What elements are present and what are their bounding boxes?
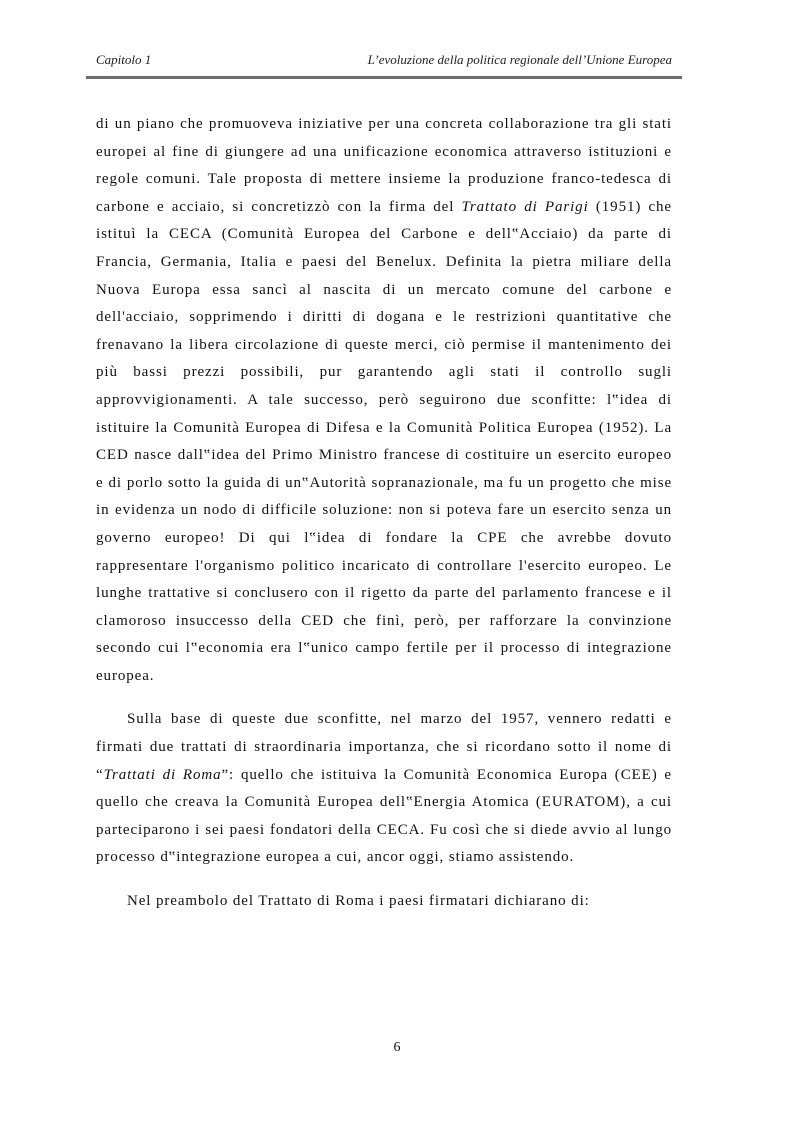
paragraph-2-italic-term: Trattati di Roma	[103, 766, 222, 783]
paragraph-3-text: Nel preambolo del Trattato di Roma i paesi firmatari dichiarano di:	[127, 893, 590, 910]
paragraph-1	[96, 111, 672, 690]
body-text	[96, 111, 672, 916]
paragraph-2	[96, 706, 672, 872]
paragraph-2-text-a: Sulla base di queste due sconfitte, nel marzo del 1957, vennero redatti e firmati due trattati di straordinaria importanza, che si ricordano sotto il nome di “	[96, 711, 672, 783]
page-number: 6	[393, 1040, 401, 1055]
header-rule	[86, 76, 682, 79]
header-chapter: Capitolo 1	[96, 52, 152, 67]
paragraph-2-text-b: ”: quello che istituiva la Comunità Economica Europa (CEE) e quello che creava la Comunità Europea dell‟Energia Atomica (EURATOM), a cui parteciparono i sei paesi fondatori della CECA. Fu così che si diede avvio al lungo processo d‟integrazione europea a cui, ancor oggi, stiamo assistendo.	[96, 766, 672, 866]
paragraph-1-text-a: di un piano che promuoveva iniziative per una concreta collaborazione tra gli stati europei al fine di giungere ad una unificazione economica attraverso istituzioni e regole comuni. Tale proposta di mettere insieme la produzione franco-tedesca di carbone e acciaio, si concretizzò con la firma del	[96, 116, 672, 215]
running-header	[96, 52, 672, 72]
paragraph-1-italic-term: Trattato di Parigi	[461, 198, 589, 215]
paragraph-3	[96, 888, 672, 916]
paragraph-1-text-b: (1951) che istituì la CECA (Comunità Europea del Carbone e dell‟Acciaio) da parte di Francia, Germania, Italia e paesi del Benelux. Definita la pietra miliare della Nuova Europa essa sancì al nascita di un mercato comune del carbone e dell'acciaio, sopprimendo i diritti di dogana e le restrizioni quantitative che frenavano la libera circolazione di queste merci, ciò permise il mantenimento dei più bassi prezzi possibili, pur garantendo agli stati il controllo sugli approvvigionamenti. A tale successo, però seguirono due sconfitte: l‟idea di istituire la Comunità Europea di Difesa e la Comunità Politica Europea (1952). La CED nasce dall‟idea del Primo Ministro francese di costituire un esercito europeo e di porlo sotto la guida di un‟Autorità sopranazionale, ma fu un progetto che mise in evidenza un nodo di difficile soluzione: non si poteva fare un esercito senza un governo europeo! Di qui l‟idea di fondare la CPE che avrebbe dovuto rappresentare l'organismo politico incaricato di controllare l'esercito europeo. Le lunghe trattative si conclusero con il rigetto da parte del parlamento francese e il clamoroso insuccesso della CED che finì, però, per rafforzare la convinzione secondo cui l‟economia era l‟unico campo fertile per il processo di integrazione europea.	[96, 198, 672, 684]
header-title: L’evoluzione della politica regionale dell’Unione Europea	[367, 52, 672, 67]
